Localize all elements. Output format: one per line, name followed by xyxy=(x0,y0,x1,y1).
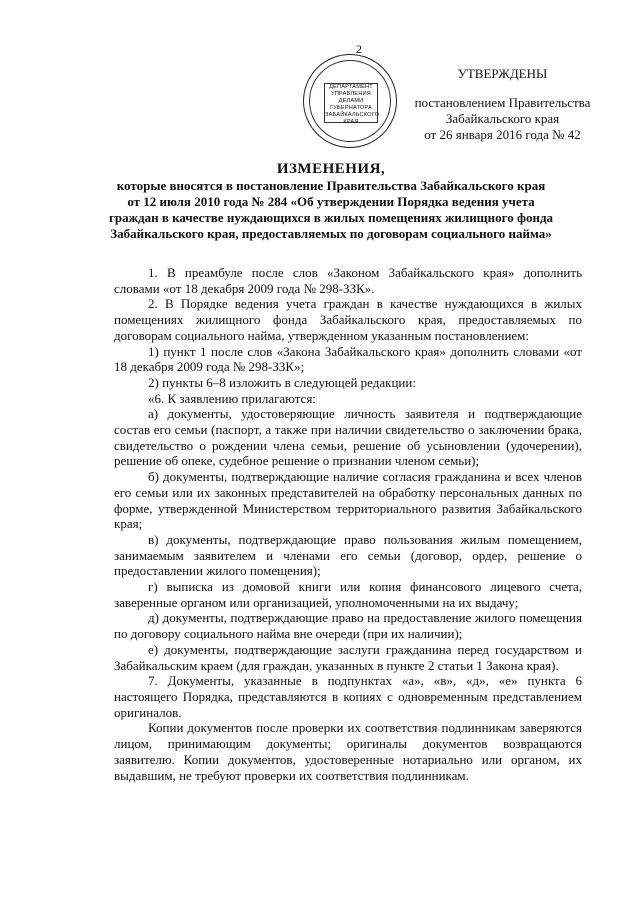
official-seal xyxy=(303,54,397,148)
paragraph: 2. В Порядке ведения учета граждан в качестве нуждающихся в жилых помещениях жилищного фонда Забайкальского края, предоставляемых по договорам социального найма, утвержденном указанным постановлением: xyxy=(114,296,582,343)
paragraph: 7. Документы, указанные в подпунктах «а», «в», «д», «е» пункта 6 настоящего Порядка, представляются в копиях с одновременным представлением оригиналов. xyxy=(114,673,582,720)
approval-line-1: постановлением Правительства xyxy=(414,95,591,110)
paragraph: 2) пункты 6–8 изложить в следующей редакции: xyxy=(148,374,416,390)
page-number: 2 xyxy=(356,42,362,56)
paragraph: Копии документов после проверки их соответствия подлинникам заверяются лицом, принимающим документы; оригиналы документов возвращаются заявителю. Копии документов, удостоверенные нотариально или органом, их выдавшим, не требуют проверки их соответствия подлинникам. xyxy=(114,720,582,783)
paragraph: 1) пункт 1 после слов «Закона Забайкальского края» дополнить словами «от 18 декабря 2009 года № 298-ЗЗК»; xyxy=(114,343,582,375)
document-subtitle xyxy=(66,178,596,242)
document-body xyxy=(114,265,582,783)
approval-line-2: Забайкальского края xyxy=(445,111,560,126)
paragraph: г) выписка из домовой книги или копия финансового лицевого счета, заверенные органом или организацией, уполномоченными на их выдачу; xyxy=(114,579,582,610)
approval-heading: УТВЕРЖДЕНЫ xyxy=(457,66,548,81)
paragraph: а) документы, удостоверяющие личность заявителя и подтверждающие состав его семьи (паспорт, а также при наличии свидетельство о заключении брака, свидетельство о рождении члена семьи, решение об усыновлении (удочерении), решение об опеке, судебное решение о признании членом семьи); xyxy=(114,406,582,469)
subtitle-line: которые вносятся в постановление Правительства Забайкальского края xyxy=(116,178,546,193)
approval-line-3: от 26 января 2016 года № 42 xyxy=(424,127,581,142)
subtitle-line: граждан в качестве нуждающихся в жилых помещениях жилищного фонда xyxy=(108,210,554,225)
subtitle-line: Забайкальского края, предоставляемых по договорам социального найма» xyxy=(110,226,552,241)
paragraph: 1. В преамбуле после слов «Законом Забайкальского края» дополнить словами «от 18 декабря 2009 года № 298-ЗЗК». xyxy=(114,265,582,296)
document-title: ИЗМЕНЕНИЯ, xyxy=(276,161,386,177)
paragraph: е) документы, подтверждающие заслуги гражданина перед государством и Забайкальским краем (для граждан, указанных в пункте 2 статьи 1 Закона края). xyxy=(114,641,582,673)
subtitle-line: от 12 июля 2010 года № 284 «Об утверждении Порядка ведения учета xyxy=(127,194,535,209)
paragraph: «6. К заявлению прилагаются: xyxy=(148,390,316,406)
seal-text: ДЕПАРТАМЕНТ УПРАВЛЕНИЯ ДЕЛАМИ ГУБЕРНАТОРА ЗАБАЙКАЛЬСКОГО КРАЯ xyxy=(325,84,380,125)
paragraph: д) документы, подтверждающие право на предоставление жилого помещения по договору социального найма вне очереди (при их наличии); xyxy=(114,610,582,642)
paragraph: б) документы, подтверждающие наличие согласия гражданина и всех членов его семьи или их законных представителей на обработку персональных данных по форме, утвержденной Министерством территориального развития Забайкальского края; xyxy=(114,469,582,532)
paragraph: в) документы, подтверждающие право пользования жилым помещением, занимаемым заявителем и членами его семьи (договор, ордер, решение о предоставлении жилого помещения); xyxy=(114,531,582,579)
